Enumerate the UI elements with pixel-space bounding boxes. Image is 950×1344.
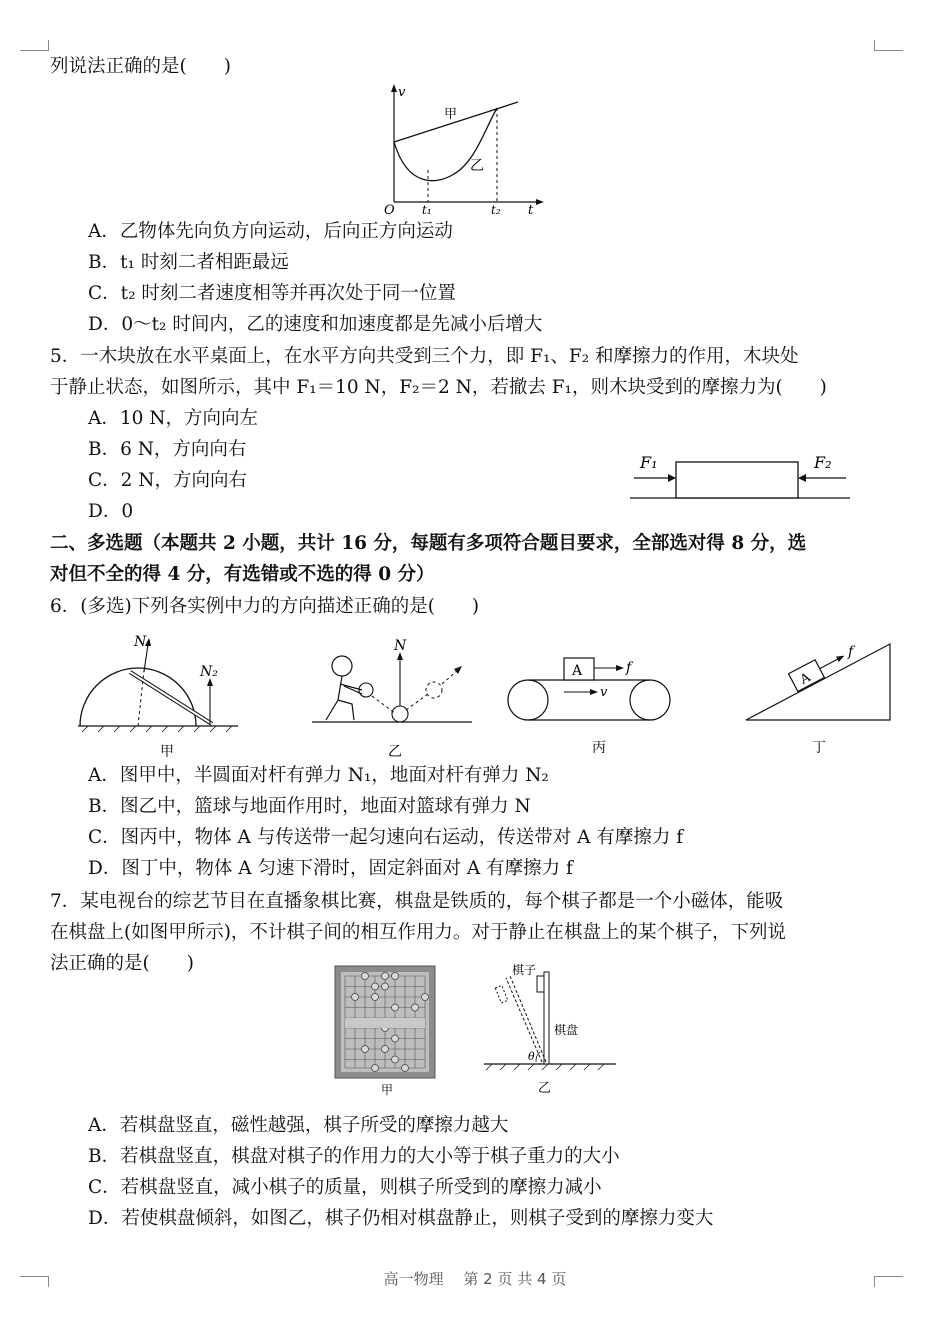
chess-piece (392, 1056, 399, 1063)
label-a: A (572, 663, 583, 679)
q4-option-c: C．t₂ 时刻二者速度相等并再次处于同一位置 (88, 283, 456, 304)
board-vertical (544, 972, 549, 1064)
q5-option-b: B．6 N，方向向右 (88, 439, 247, 460)
corner-mark-top-left (20, 40, 49, 51)
chess-piece (372, 1065, 379, 1072)
label-a: A (797, 670, 814, 688)
q5-option-c: C．2 N，方向向右 (88, 470, 247, 491)
piece-vertical (537, 976, 544, 992)
q7-stem-line1: 7．某电视台的综艺节目在直播象棋比赛，棋盘是铁质的，每个棋子都是一个小磁体，能吸 (50, 891, 784, 912)
q6-fig-yi (308, 634, 478, 764)
q5-block-figure (628, 448, 858, 508)
chess-piece (402, 1065, 409, 1072)
chess-piece (392, 1035, 399, 1042)
q6-fig-ding (740, 634, 900, 764)
pulley-right (630, 680, 670, 720)
label-yi: 乙 (470, 158, 484, 174)
q7-option-a: A．若棋盘竖直，磁性越强，棋子所受的摩擦力越大 (88, 1115, 509, 1136)
q6-fig-jia (74, 634, 244, 764)
chess-piece (352, 994, 359, 1001)
incline (746, 644, 890, 720)
q7-fig-tilted-board (482, 962, 622, 1098)
q6-option-a: A．图甲中，半圆面对杆有弹力 N₁，地面对杆有弹力 N₂ (88, 765, 549, 786)
q5-option-d: D．0 (88, 501, 134, 522)
label-t1: t₁ (422, 203, 432, 217)
label-o: O (384, 203, 395, 218)
person-head (332, 656, 352, 676)
corner-mark-top-right (874, 40, 903, 51)
caption-bing: 丙 (592, 740, 606, 756)
chess-piece (382, 983, 389, 990)
label-f1: F₁ (640, 453, 658, 472)
q4-option-d: D．0～t₂ 时间内，乙的速度和加速度都是先减小后增大 (88, 314, 543, 335)
caption-jia: 甲 (381, 1083, 394, 1097)
q6-option-b: B．图乙中，篮球与地面作用时，地面对篮球有弹力 N (88, 796, 531, 817)
piece-tilted (495, 985, 507, 1002)
label-v: v (398, 85, 406, 100)
chess-piece (412, 1004, 419, 1011)
caption-ding: 丁 (812, 740, 826, 756)
q7-fig-chessboard (333, 962, 443, 1098)
page-footer: 高一物理 第 2 页 共 4 页 (383, 1270, 567, 1288)
chess-piece (392, 1004, 399, 1011)
label-theta: θ (528, 1050, 535, 1063)
ball-ground (392, 706, 408, 722)
label-n1: N₁ (134, 634, 152, 650)
chess-piece (422, 994, 429, 1001)
q7-stem-line3: 法正确的是( ) (50, 953, 194, 974)
label-n2: N₂ (200, 664, 218, 680)
t-axis-arrow (536, 199, 544, 205)
label-jia: 甲 (444, 107, 458, 122)
q4-vt-graph (380, 84, 550, 218)
label-qizi: 棋子 (512, 963, 537, 977)
label-v: v (600, 685, 608, 700)
label-t2: t₂ (491, 203, 501, 217)
chess-piece (382, 1046, 389, 1053)
section2-heading-line1: 二、多选题（本题共 2 小题，共计 16 分，每题有多项符合题目要求，全部选对得 8 分，选 (50, 533, 807, 554)
arrow-f (820, 658, 839, 668)
q7-option-b: B．若棋盘竖直，棋盘对棋子的作用力的大小等于棋子重力的大小 (88, 1146, 620, 1167)
label-f2: F₂ (814, 453, 832, 472)
q5-option-a: A．10 N，方向向左 (88, 408, 258, 429)
label-f: f (848, 644, 854, 660)
q6-option-d: D．图丁中，物体 A 匀速下滑时，固定斜面对 A 有摩擦力 f (88, 858, 573, 879)
person-body (326, 676, 362, 720)
q6-option-c: C．图丙中，物体 A 与传送带一起匀速向右运动，传送带对 A 有摩擦力 f (88, 827, 684, 848)
chess-piece (362, 1046, 369, 1053)
pulley-left (508, 680, 548, 720)
chess-piece (372, 994, 379, 1001)
caption-yi: 乙 (538, 1081, 552, 1096)
section2-heading-line2: 对但不全的得 4 分，有选错或不选的得 0 分） (50, 564, 435, 585)
q7-stem-line2: 在棋盘上(如图甲所示)，不计棋子间的相互作用力。对于静止在棋盘上的某个棋子，下列说 (50, 922, 786, 943)
label-qipan: 棋盘 (554, 1023, 579, 1037)
wood-block (676, 462, 798, 498)
chess-piece (392, 973, 399, 980)
q6-stem: 6．(多选)下列各实例中力的方向描述正确的是( ) (50, 596, 480, 617)
q6-fig-bing (500, 634, 690, 764)
chess-piece (362, 973, 369, 980)
q5-stem-line2: 于静止状态，如图所示，其中 F₁＝10 N，F₂＝2 N，若撤去 F₁，则木块受到的摩擦力为( ) (50, 377, 827, 398)
label-t: t (528, 203, 534, 218)
q4-option-a: A．乙物体先向负方向运动，后向正方向运动 (88, 221, 453, 242)
caption-yi: 乙 (388, 744, 402, 760)
chess-piece (382, 973, 389, 980)
q4-stem-tail: 列说法正确的是( ) (50, 56, 231, 77)
q4-option-b: B．t₁ 时刻二者相距最远 (88, 252, 289, 273)
q5-stem-line1: 5．一木块放在水平桌面上，在水平方向共受到三个力，即 F₁、F₂ 和摩擦力的作用，木块处 (50, 346, 799, 367)
chess-piece (372, 983, 379, 990)
ball-bounce (426, 682, 442, 698)
label-n: N (394, 638, 407, 654)
label-f: f (626, 660, 632, 676)
q7-option-d: D．若使棋盘倾斜，如图乙，棋子仍相对棋盘静止，则棋子受到的摩擦力变大 (88, 1208, 714, 1229)
v-axis-arrow (391, 84, 397, 92)
q7-option-c: C．若棋盘竖直，减小棋子的质量，则棋子所受到的摩擦力减小 (88, 1177, 602, 1198)
caption-jia: 甲 (160, 744, 174, 760)
